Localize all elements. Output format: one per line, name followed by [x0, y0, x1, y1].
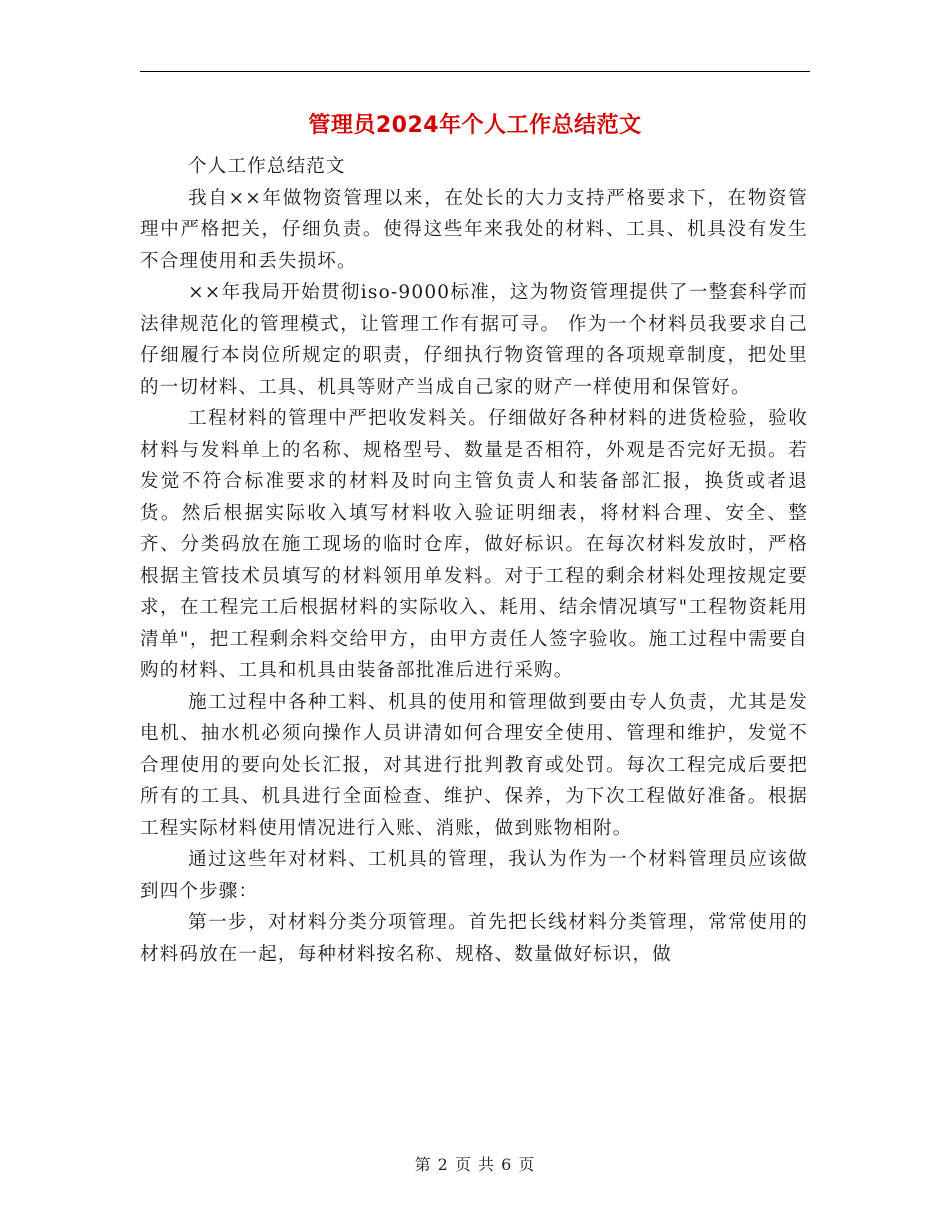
body-paragraph: ××年我局开始贯彻iso-9000标准，这为物资管理提供了一整套科学而法律规范化的管理模式，让管理工作有据可寻。 作为一个材料员我要求自己仔细履行本岗位所规定的职责，仔细执行物资管理的各项规章制度，把处里的一切材料、工具、机具等财产当成自己家的财产一样使用和保管好。 — [140, 282, 808, 398]
header-rule — [140, 71, 810, 72]
document-body — [140, 151, 808, 970]
body-paragraph: 工程材料的管理中严把收发料关。仔细做好各种材料的进货检验，验收材料与发料单上的名称、规格型号、数量是否相符，外观是否完好无损。若发觉不符合标准要求的材料及时向主管负责人和装备部汇报，换货或者退货。然后根据实际收入填写材料收入验证明细表，将材料合理、安全、整齐、分类码放在施工现场的临时仓库，做好标识。在每次材料发放时，严格根据主管技术员填写的材料领用单发料。对于工程的剩余材料处理按规定要求，在工程完工后根据材料的实际收入、耗用、结余情况填写"工程物资耗用清单"，把工程剩余料交给甲方，由甲方责任人签字验收。施工过程中需要自购的材料、工具和机具由装备部批准后进行采购。 — [140, 408, 808, 681]
body-paragraph: 施工过程中各种工料、机具的使用和管理做到要由专人负责，尤其是发电机、抽水机必须向操作人员讲清如何合理安全使用、管理和维护，发觉不合理使用的要向处长汇报，对其进行批判教育或处罚。每次工程完成后要把所有的工具、机具进行全面检查、维护、保养，为下次工程做好准备。根据工程实际材料使用情况进行入账、消账，做到账物相附。 — [140, 691, 808, 839]
page-number: 第 2 页 共 6 页 — [414, 1155, 536, 1174]
body-paragraph: 我自××年做物资管理以来，在处长的大力支持严格要求下，在物资管理中严格把关，仔细负责。使得这些年来我处的材料、工具、机具没有发生不合理使用和丢失损坏。 — [140, 187, 808, 272]
body-paragraph: 通过这些年对材料、工机具的管理，我认为作为一个材料管理员应该做到四个步骤： — [140, 849, 808, 902]
document-title: 管理员2024年个人工作总结范文 — [308, 113, 642, 138]
body-paragraph: 第一步，对材料分类分项管理。首先把长线材料分类管理，常常使用的材料码放在一起，每种材料按名称、规格、数量做好标识，做 — [140, 912, 808, 965]
body-paragraph: 个人工作总结范文 — [188, 156, 346, 177]
